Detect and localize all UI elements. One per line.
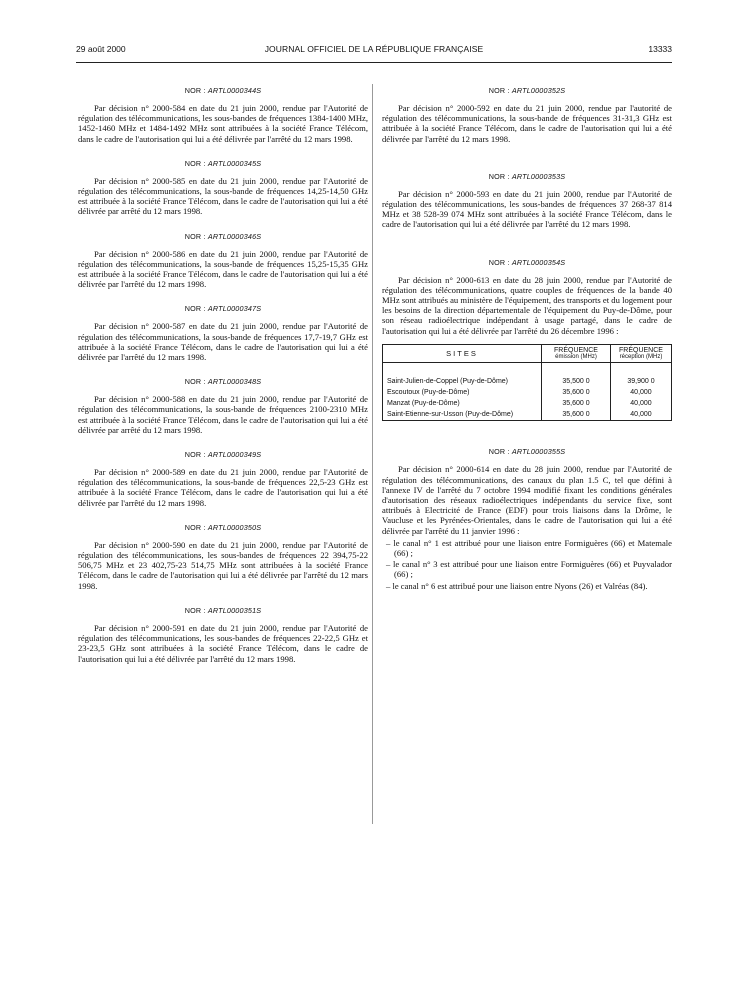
decision-text: Par décision n° 2000-587 en date du 21 juin 2000, rendue par l'Autorité de régulation des télécommunications, la sous-bande de fréquences 17,7-19,7 GHz est attribuée à la société France Télécom, dans le cadre de l'autorisation qui lui a été délivrée par l'arrêté du 12 mars 1998.	[78, 321, 368, 363]
column-header-reception: FRÉQUENCE réception (MHz)	[611, 344, 672, 362]
decision-text: Par décision n° 2000-614 en date du 28 juin 2000, rendue par l'Autorité de régulation des télécommunications, des canaux du plan 1.5 C, tel que défini à l'annexe IV de l'arrêté du 7 octobre 1994 modifié fixant les conditions générales d'autorisation des réseaux radioélectriques indépendants du service fixe, sont attribués à Electricité de France (EDF) pour trois liaisons dans la Drôme, le Vaucluse et les Pyrénées-Orientales, dans le cadre de l'autorisation qui lui a été délivrée par l'arrêté du 11 janvier 1996 :	[382, 464, 672, 536]
decision-block	[78, 450, 368, 508]
nor-reference: NOR : ARTL0000353S	[488, 171, 566, 181]
column-header-sites: SITES	[383, 344, 542, 362]
decision-text: Par décision n° 2000-591 en date du 21 juin 2000, rendue par l'Autorité de régulation des télécommunications, les sous-bandes de fréquences 22-22,5 GHz et 23-23,5 GHz sont attribuées à la société France Télécom, dans le cadre de l'autorisation qui lui a été délivrée par l'arrêté du 12 mars 1998.	[78, 622, 368, 664]
column-header-emission: FRÉQUENCE émission (MHz)	[542, 344, 611, 362]
site-name: Escoutoux (Puy-de-Dôme)	[383, 387, 542, 398]
decision-block	[78, 523, 368, 591]
page-number: 13333	[648, 44, 672, 54]
nor-reference: NOR : ARTL0000348S	[184, 377, 262, 387]
decision-text: Par décision n° 2000-585 en date du 21 juin 2000, rendue par l'Autorité de régulation des télécommunications, la sous-bande de fréquences 14,25-14,50 GHz est attribuée à la société France Télécom, dans le cadre de l'autorisation qui lui a été délivrée par arrêté du 12 mars 1998.	[78, 175, 368, 217]
decision-text: Par décision n° 2000-584 en date du 21 juin 2000, rendue par l'Autorité de régulation des télécommunications, les sous-bandes de fréquences 1384-1400 MHz, 1452-1460 MHz et 1484-1492 MHz sont attribuées à la société France Télécom, dans le cadre de l'autorisation qui lui a été délivrée par l'arrêté du 12 mars 1998.	[78, 103, 368, 144]
reception-value: 40,000	[630, 389, 652, 397]
site-name: Saint-Etienne-sur-Usson (Puy-de-Dôme)	[383, 409, 542, 421]
nor-reference: NOR : ARTL0000347S	[184, 304, 262, 314]
nor-reference: NOR : ARTL0000352S	[488, 86, 566, 95]
reception-value: 40,000	[630, 400, 652, 408]
decision-text: Par décision n° 2000-590 en date du 21 juin 2000, rendue par l'Autorité de régulation des télécommunications, les sous-bandes de fréquences 22 394,75-22 506,75 MHz et 23 402,75-23 514,75 MHz sont attribuées à la société France Télécom, dans le cadre de l'autorisation qui lui a été délivrée par l'arrêté du 12 mars 1998.	[78, 539, 368, 591]
decision-block	[78, 232, 368, 290]
decision-text: Par décision n° 2000-588 en date du 21 juin 2000, rendue par l'Autorité de régulation des télécommunications, la sous-bande de fréquences 2100-2310 MHz est attribuée à la société France Télécom, dans le cadre de l'autorisation qui lui a été délivrée par arrêté du 12 mars 1998.	[78, 394, 368, 435]
emission-value: 35,600 0	[542, 409, 611, 421]
nor-reference: NOR : ARTL0000355S	[488, 447, 566, 457]
page-header	[76, 44, 672, 58]
table-row	[383, 409, 672, 421]
decision-text: Par décision n° 2000-592 en date du 21 juin 2000, rendue par l'autorité de régulation des télécommunications, la sous-bande de fréquences 31-31,3 GHz est attribuée à la société France Télécom, dans le cadre de l'autorisation qui lui a été délivrée par l'arrêté du 12 mars 1998.	[382, 103, 672, 144]
channel-list	[382, 538, 672, 591]
list-item: – le canal n° 3 est attribué pour une liaison entre Formiguères (66) et Puyvalador (66) ;	[382, 559, 672, 579]
header-date: 29 août 2000	[76, 44, 126, 54]
site-name: Saint-Julien-de-Coppel (Puy-de-Dôme)	[383, 376, 542, 387]
right-column	[382, 86, 672, 606]
nor-reference: NOR : ARTL0000346S	[184, 231, 262, 241]
nor-reference: NOR : ARTL0000354S	[488, 257, 566, 267]
decision-text: Par décision n° 2000-586 en date du 21 juin 2000, rendue par l'Autorité de régulation des télécommunications, la sous-bande de fréquences 15,25-15,35 GHz est attribuée à la société France Télécom, dans le cadre de l'autorisation qui lui a été délivrée par l'arrêté du 12 mars 1998.	[78, 248, 368, 290]
column-divider	[372, 84, 373, 824]
table-row	[383, 398, 672, 409]
decision-block	[382, 86, 672, 144]
emission-value: 35,600 0	[542, 398, 611, 409]
table-row	[383, 387, 672, 398]
nor-reference: NOR : ARTL0000345S	[184, 158, 262, 168]
decision-text: Par décision n° 2000-593 en date du 21 juin 2000, rendue par l'Autorité de régulation des télécommunications, les sous-bandes de fréquences 37 268-37 814 MHz et 38 528-39 074 MHz sont attribuées à la société France Télécom, dans le cadre de l'autorisation qui lui a été délivrée par l'arrêté du 12 mars 1998.	[382, 188, 672, 230]
emission-value: 35,500 0	[542, 376, 611, 387]
decision-block	[78, 304, 368, 362]
nor-reference: NOR : ARTL0000350S	[184, 522, 262, 532]
journal-title: JOURNAL OFFICIEL DE LA RÉPUBLIQUE FRANÇAISE	[264, 44, 484, 54]
decision-block	[78, 159, 368, 217]
nor-reference: NOR : ARTL0000344S	[184, 86, 262, 95]
emission-value: 35,600 0	[542, 387, 611, 398]
decision-block	[382, 172, 672, 230]
table-header-row	[383, 344, 672, 362]
nor-reference: NOR : ARTL0000351S	[184, 605, 262, 615]
decision-block	[78, 86, 368, 144]
left-column	[78, 86, 368, 679]
list-item: – le canal n° 6 est attribué pour une liaison entre Nyons (26) et Valréas (84).	[382, 581, 672, 591]
nor-reference: NOR : ARTL0000349S	[184, 450, 262, 460]
site-name: Manzat (Puy-de-Dôme)	[383, 398, 542, 409]
header-rule	[76, 62, 672, 63]
table-row	[383, 376, 672, 387]
reception-value: 40,000	[630, 411, 652, 419]
decision-block	[78, 606, 368, 664]
decision-text: Par décision n° 2000-613 en date du 28 juin 2000, rendue par l'Autorité de régulation des télécommunications, quatre couples de fréquences de la bande 40 MHz sont attribués au ministère de l'équipement, des transports et du logement pour les besoins de la direction départementale de l'équipement du Puy-de-Dôme, pour son réseau radioélectrique indépendant à usage partagé, dans le cadre de l'autorisation qui lui a été délivrée par l'arrêté du 26 décembre 1996 :	[382, 274, 672, 336]
list-item: – le canal n° 1 est attribué pour une liaison entre Formiguères (66) et Matemale (66) ;	[382, 538, 672, 558]
decision-block	[382, 447, 672, 590]
decision-block	[78, 377, 368, 435]
decision-block	[382, 258, 672, 422]
reception-value: 39,900 0	[627, 378, 655, 386]
decision-text: Par décision n° 2000-589 en date du 21 juin 2000, rendue par l'Autorité de régulation des télécommunications, la sous-bande de fréquences 22,5-23 GHz est attribuée à la société France Télécom, dans le cadre de l'autorisation qui lui a été délivrée par l'arrêté du 12 mars 1998.	[78, 467, 368, 508]
frequency-table	[382, 344, 672, 422]
